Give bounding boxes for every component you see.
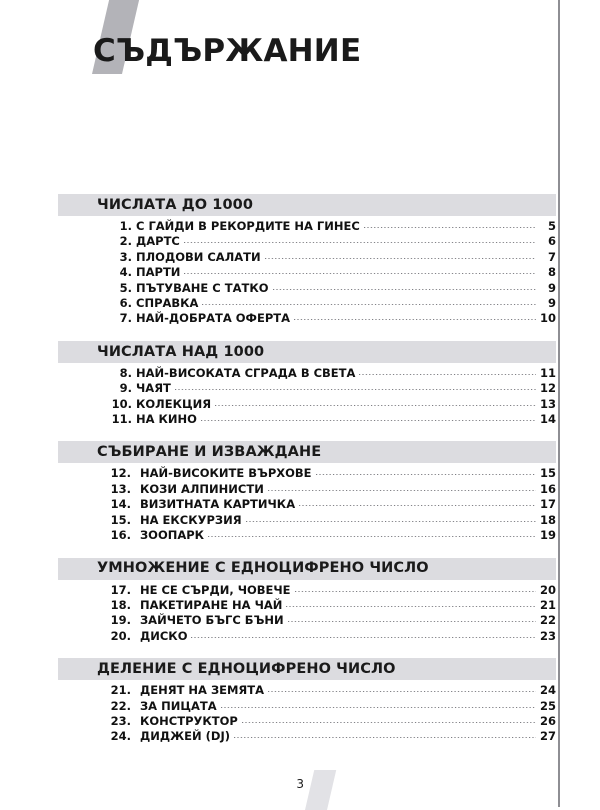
page-right-edge-rule: [558, 0, 560, 807]
toc-entry-list: [58, 463, 556, 543]
toc-entry-page-number: 24: [539, 683, 556, 698]
toc-entry-number: 23.: [110, 713, 131, 728]
toc-section-header: [58, 558, 556, 580]
toc-entry[interactable]: [58, 683, 556, 698]
toc-entry[interactable]: [58, 482, 556, 497]
toc-entry-page-number: 16: [539, 481, 556, 496]
toc-dot-leader: [202, 296, 536, 307]
toc-dot-leader: [299, 497, 536, 508]
toc-dot-leader: [221, 699, 536, 710]
toc-entry-number: 21.: [110, 683, 131, 698]
toc-entry-page-number: 13: [539, 396, 556, 411]
toc-entry-number: 2.: [119, 234, 132, 249]
toc-entry-page-number: 21: [539, 597, 556, 612]
toc-entry-page-number: 26: [539, 713, 556, 728]
toc-entry-title: ДИДЖЕЙ (DJ): [140, 729, 231, 744]
toc-entry-title: НАЙ-ВИСОКИТЕ ВЪРХОВЕ: [140, 466, 312, 481]
toc-entry-title: ДАРТС: [136, 234, 180, 249]
toc-entry-page-number: 10: [539, 311, 556, 326]
toc-entry-number: 8.: [119, 365, 132, 380]
toc-dot-leader: [234, 729, 536, 740]
toc-dot-leader: [242, 714, 536, 725]
toc-dot-leader: [268, 482, 536, 493]
page-title: СЪДЪРЖАНИЕ: [93, 33, 362, 69]
toc-entry-title: ПЛОДОВИ САЛАТИ: [136, 249, 261, 264]
toc-entry-number: 19.: [110, 613, 131, 628]
toc-entry-title: ДЕНЯТ НА ЗЕМЯТА: [140, 683, 265, 698]
toc-entry-page-number: 23: [539, 628, 556, 643]
toc-dot-leader: [294, 311, 536, 322]
toc-entry-title: ДИСКО: [140, 628, 188, 643]
toc-dot-leader: [201, 412, 536, 423]
toc-entry[interactable]: [58, 629, 556, 644]
toc-entry[interactable]: [58, 466, 556, 481]
toc-section-title: ЧИСЛАТА НАД 1000: [97, 343, 265, 360]
table-of-contents: [58, 194, 556, 745]
toc-entry[interactable]: [58, 729, 556, 744]
toc-entry-page-number: 14: [539, 412, 556, 427]
toc-entry-list: [58, 580, 556, 645]
toc-section: [58, 194, 556, 327]
toc-entry-title: НА ЕКСКУРЗИЯ: [140, 512, 242, 527]
toc-entry-title: КОЗИ АЛПИНИСТИ: [140, 481, 264, 496]
toc-entry-title: ЧАЯТ: [136, 381, 171, 396]
toc-entry-number: 17.: [110, 582, 131, 597]
toc-entry-title: КОНСТРУКТОР: [140, 713, 238, 728]
toc-entry-title: ЗООПАРК: [140, 528, 205, 543]
toc-section-title: ЧИСЛАТА ДО 1000: [97, 196, 254, 213]
toc-section-title: СЪБИРАНЕ И ИЗВАЖДАНЕ: [97, 444, 322, 461]
toc-dot-leader: [268, 683, 536, 694]
toc-entry-number: 5.: [119, 280, 132, 295]
toc-entry[interactable]: [58, 397, 556, 412]
toc-entry[interactable]: [58, 296, 556, 311]
toc-entry-number: 7.: [119, 311, 132, 326]
toc-entry-number: 9.: [119, 381, 132, 396]
toc-entry-page-number: 22: [539, 613, 556, 628]
toc-entry-page-number: 18: [539, 512, 556, 527]
toc-entry-list: [58, 216, 556, 327]
toc-entry-number: 14.: [110, 497, 131, 512]
toc-entry-number: 15.: [110, 512, 131, 527]
toc-entry-title: СПРАВКА: [136, 296, 199, 311]
toc-entry[interactable]: [58, 366, 556, 381]
toc-entry[interactable]: [58, 714, 556, 729]
toc-entry-page-number: 7: [547, 249, 556, 264]
toc-section: [58, 341, 556, 428]
toc-entry[interactable]: [58, 497, 556, 512]
toc-section-header: [58, 441, 556, 463]
toc-entry-page-number: 17: [539, 497, 556, 512]
toc-entry-list: [58, 680, 556, 745]
toc-dot-leader: [359, 366, 536, 377]
toc-entry[interactable]: [58, 583, 556, 598]
toc-entry-page-number: 27: [539, 729, 556, 744]
toc-entry-number: 16.: [110, 528, 131, 543]
toc-entry[interactable]: [58, 219, 556, 234]
toc-entry[interactable]: [58, 381, 556, 396]
toc-entry[interactable]: [58, 311, 556, 326]
toc-entry-page-number: 15: [539, 466, 556, 481]
toc-dot-leader: [316, 466, 536, 477]
toc-entry[interactable]: [58, 281, 556, 296]
toc-entry-number: 22.: [110, 698, 131, 713]
toc-dot-leader: [246, 513, 536, 524]
toc-entry-page-number: 11: [539, 365, 556, 380]
toc-dot-leader: [215, 397, 536, 408]
toc-entry-list: [58, 363, 556, 428]
toc-dot-leader: [184, 265, 536, 276]
toc-entry[interactable]: [58, 598, 556, 613]
toc-entry-number: 10.: [111, 396, 132, 411]
page-number: 3: [296, 777, 304, 791]
toc-section-title: ДЕЛЕНИЕ С ЕДНОЦИФРЕНО ЧИСЛО: [97, 660, 396, 677]
toc-entry-title: НАЙ-ВИСОКАТА СГРАДА В СВЕТА: [136, 365, 356, 380]
toc-entry[interactable]: [58, 528, 556, 543]
toc-section-header: [58, 341, 556, 363]
toc-dot-leader: [364, 219, 536, 230]
toc-dot-leader: [286, 598, 536, 609]
toc-entry[interactable]: [58, 265, 556, 280]
toc-dot-leader: [288, 613, 536, 624]
toc-section: [58, 658, 556, 745]
toc-entry-number: 12.: [110, 466, 131, 481]
toc-entry-number: 6.: [119, 296, 132, 311]
toc-entry[interactable]: [58, 412, 556, 427]
toc-entry-number: 3.: [119, 249, 132, 264]
toc-entry-title: ЗАЙЧЕТО БЪГС БЪНИ: [140, 613, 284, 628]
toc-entry-title: ПЪТУВАНЕ С ТАТКО: [136, 280, 269, 295]
toc-entry-number: 4.: [119, 265, 132, 280]
toc-entry-page-number: 8: [547, 265, 556, 280]
toc-entry[interactable]: [58, 699, 556, 714]
toc-dot-leader: [265, 250, 536, 261]
toc-entry[interactable]: [58, 250, 556, 265]
toc-dot-leader: [175, 381, 536, 392]
toc-entry[interactable]: [58, 613, 556, 628]
toc-entry-title: ПАКЕТИРАНЕ НА ЧАЙ: [140, 597, 283, 612]
toc-entry-page-number: 19: [539, 528, 556, 543]
toc-entry-number: 20.: [110, 628, 131, 643]
toc-entry-title: ВИЗИТНАТА КАРТИЧКА: [140, 497, 296, 512]
toc-dot-leader: [208, 528, 536, 539]
toc-entry-title: НА КИНО: [136, 412, 197, 427]
toc-entry-number: 11.: [111, 412, 132, 427]
toc-section-header: [58, 658, 556, 680]
toc-entry-title: КОЛЕКЦИЯ: [136, 396, 212, 411]
toc-entry-page-number: 12: [539, 381, 556, 396]
toc-entry-page-number: 25: [539, 698, 556, 713]
toc-entry-number: 18.: [110, 597, 131, 612]
toc-dot-leader: [295, 583, 536, 594]
toc-dot-leader: [184, 234, 536, 245]
toc-entry-page-number: 9: [547, 280, 556, 295]
toc-entry-page-number: 20: [539, 582, 556, 597]
toc-entry-title: ПАРТИ: [136, 265, 181, 280]
toc-entry-title: НАЙ-ДОБРАТА ОФЕРТА: [136, 311, 290, 326]
toc-section-title: УМНОЖЕНИЕ С ЕДНОЦИФРЕНО ЧИСЛО: [97, 560, 429, 577]
toc-section-header: [58, 194, 556, 216]
toc-entry-page-number: 5: [547, 219, 556, 233]
toc-entry-title: ЗА ПИЦАТА: [140, 698, 217, 713]
toc-entry-number: 24.: [110, 729, 131, 744]
toc-entry[interactable]: [58, 234, 556, 249]
toc-entry-title: НЕ СЕ СЪРДИ, ЧОВЕЧЕ: [140, 582, 291, 597]
toc-dot-leader: [191, 629, 536, 640]
toc-dot-leader: [273, 281, 537, 292]
toc-section: [58, 558, 556, 645]
footer-slash-decoration: [305, 770, 336, 810]
toc-entry-page-number: 9: [547, 296, 556, 311]
toc-entry-page-number: 6: [547, 234, 556, 249]
toc-entry-number: 1.: [119, 219, 132, 233]
toc-section: [58, 441, 556, 543]
toc-entry[interactable]: [58, 513, 556, 528]
toc-entry-title: С ГАЙДИ В РЕКОРДИТЕ НА ГИНЕС: [136, 219, 360, 233]
toc-entry-number: 13.: [110, 481, 131, 496]
